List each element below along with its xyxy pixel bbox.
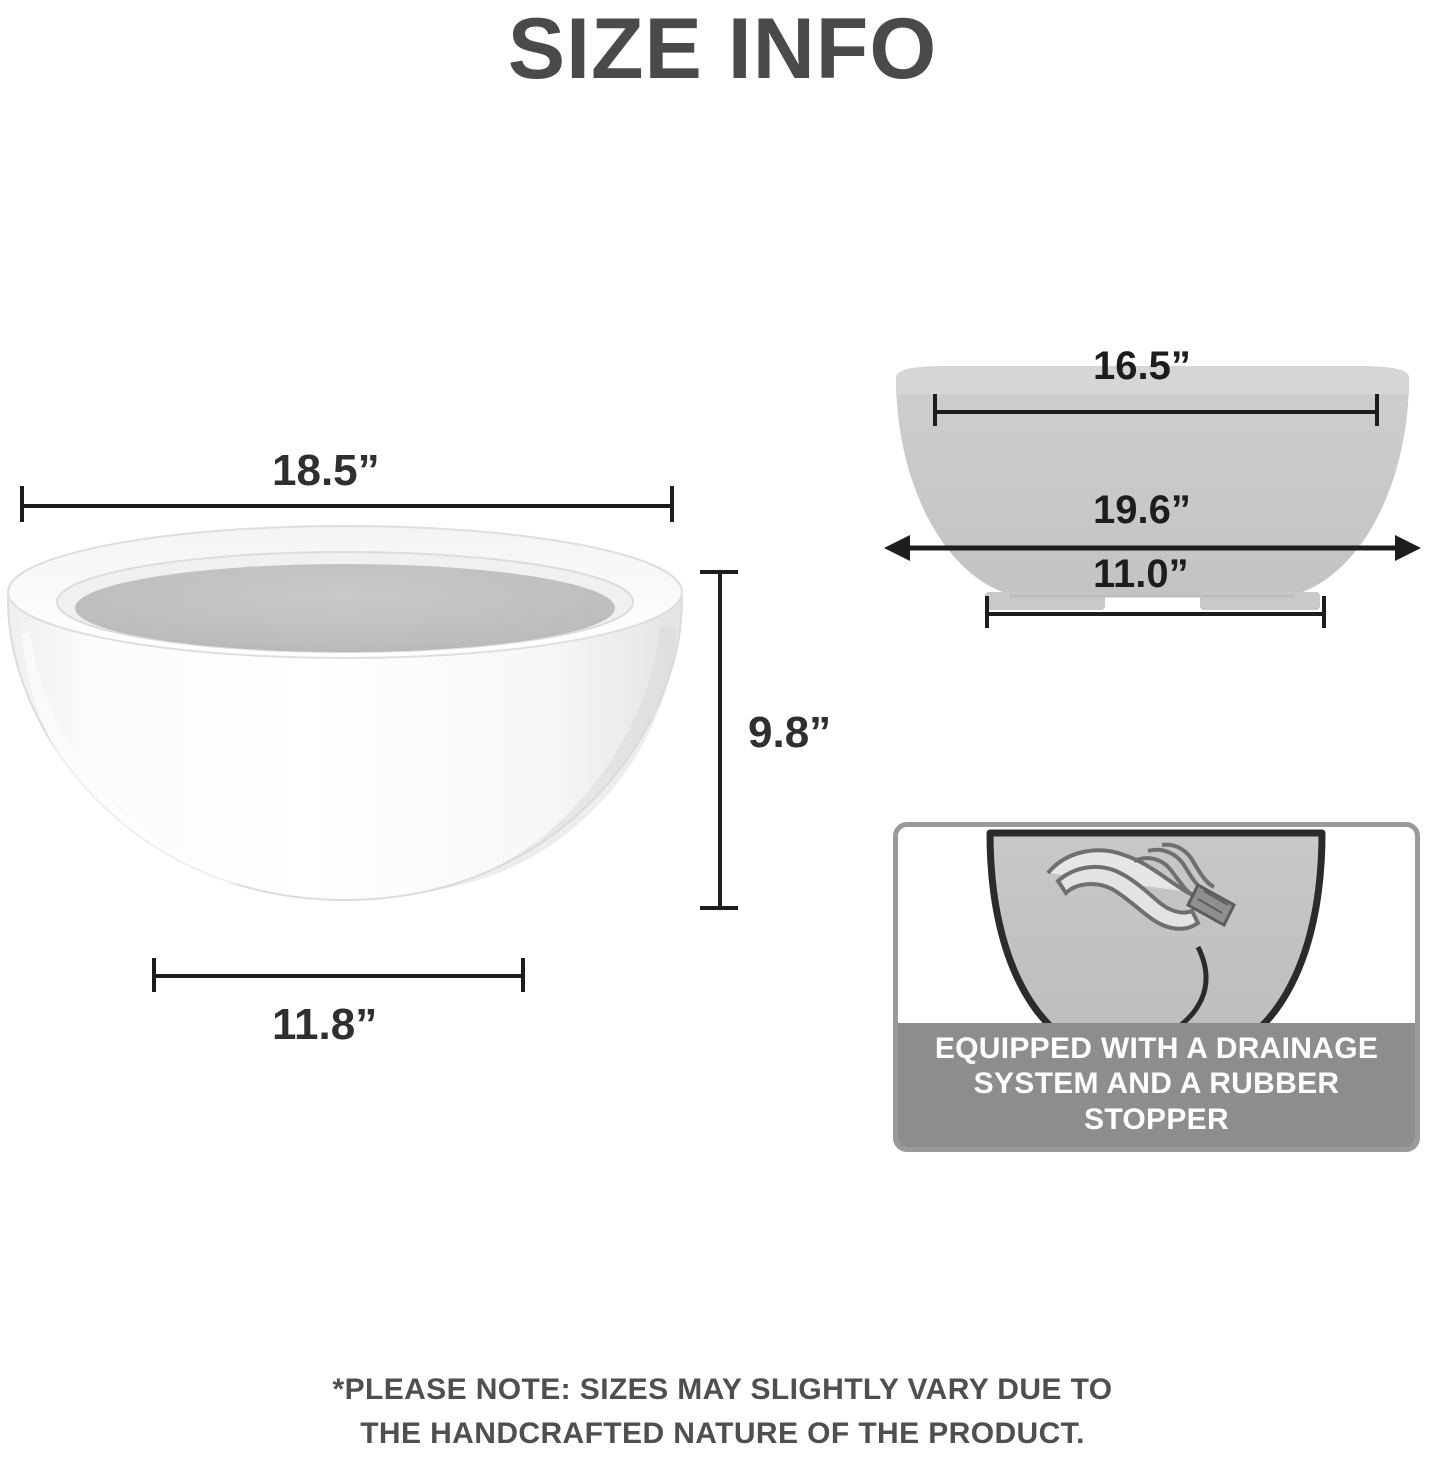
side-base-label: 11.0”: [1093, 552, 1189, 596]
side-base-tick-right: [1322, 596, 1326, 628]
footnote: [0, 1368, 1445, 1455]
inner-rim-label: 16.5”: [1093, 344, 1191, 388]
height-tick-top: [700, 570, 738, 574]
side-base-tick-left: [985, 596, 989, 628]
height-tick-bottom: [700, 906, 738, 910]
planter-illustration: [0, 430, 860, 1090]
inner-rim-tick-right: [1375, 394, 1379, 426]
side-view-figure: [880, 344, 1425, 650]
inner-rim-tick-left: [933, 394, 937, 426]
page-title: SIZE INFO: [507, 1, 938, 97]
base-width-tick-right: [521, 958, 525, 992]
height-label: 9.8”: [748, 708, 832, 757]
footnote-line-2: THE HANDCRAFTED NATURE OF THE PRODUCT.: [360, 1416, 1085, 1450]
base-width-tick-left: [152, 958, 156, 992]
top-width-label: 18.5”: [272, 446, 380, 495]
footnote-line-1: *PLEASE NOTE: SIZES MAY SLIGHTLY VARY DUE TO: [332, 1373, 1113, 1406]
base-width-dimension-line: [152, 974, 524, 978]
drainage-caption: [898, 1023, 1415, 1147]
drainage-panel: [893, 822, 1420, 1152]
inner-rim-dimension-line: [933, 410, 1378, 414]
height-dimension-line: [718, 570, 722, 906]
base-width-label: 11.8”: [272, 1000, 378, 1049]
drainage-caption-line-2: SYSTEM AND A RUBBER STOPPER: [973, 1067, 1340, 1136]
outer-width-label: 19.6”: [1093, 488, 1191, 532]
drainage-caption-line-1: EQUIPPED WITH A DRAINAGE: [934, 1031, 1379, 1065]
main-planter-figure: [0, 430, 860, 1090]
side-base-dimension-line: [985, 612, 1325, 616]
